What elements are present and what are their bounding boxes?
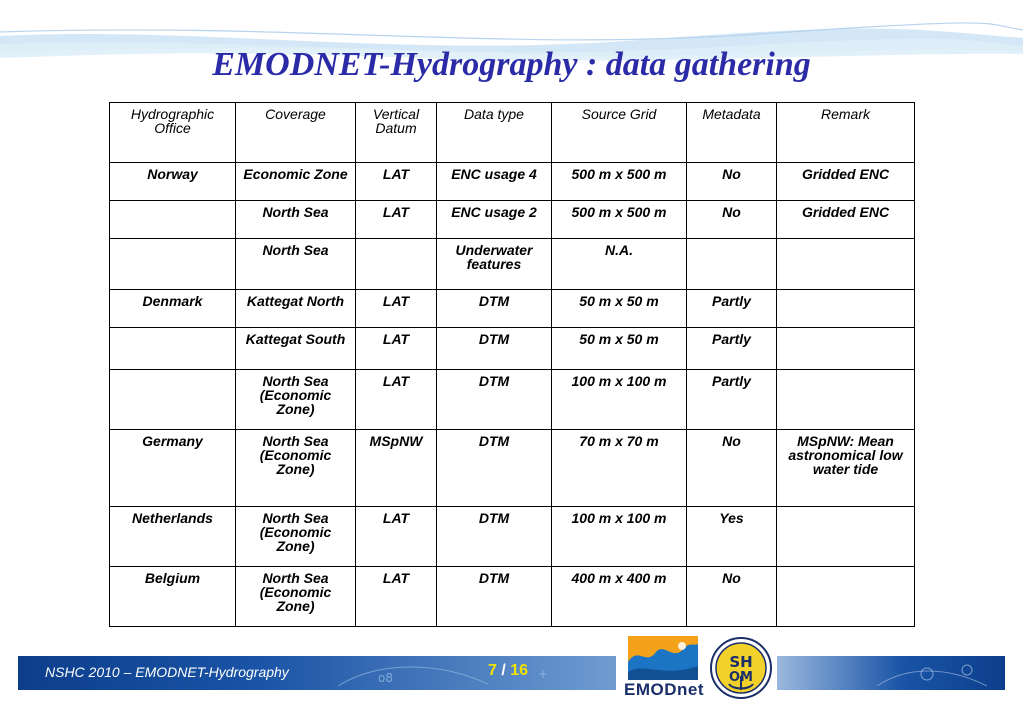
cell-data-type: DTM <box>437 430 552 507</box>
page-current: 7 <box>487 662 497 679</box>
cell-data-type: DTM <box>437 507 552 567</box>
cell-source-grid: 500 m x 500 m <box>552 163 687 201</box>
page-number <box>438 662 578 680</box>
cell-source-grid: 400 m x 400 m <box>552 567 687 627</box>
cell-data-type: DTM <box>437 290 552 328</box>
table-row <box>110 239 915 290</box>
header-source-grid: Source Grid <box>552 103 687 163</box>
table-row <box>110 201 915 239</box>
cell-office: Norway <box>110 163 236 201</box>
cell-coverage: North Sea (Economic Zone) <box>236 507 356 567</box>
page-total: 16 <box>510 662 529 679</box>
page-separator: / <box>501 662 506 679</box>
cell-vertical-datum: LAT <box>356 507 437 567</box>
cell-coverage: Economic Zone <box>236 163 356 201</box>
header-data-type: Data type <box>437 103 552 163</box>
cell-office <box>110 370 236 430</box>
cell-office: Denmark <box>110 290 236 328</box>
svg-text:+: + <box>538 667 549 681</box>
cell-source-grid: N.A. <box>552 239 687 290</box>
header-metadata: Metadata <box>687 103 777 163</box>
cell-data-type: ENC usage 4 <box>437 163 552 201</box>
cell-source-grid: 100 m x 100 m <box>552 370 687 430</box>
emodnet-logo-text: EMODnet <box>624 680 704 699</box>
table-row <box>110 328 915 370</box>
cell-vertical-datum: LAT <box>356 328 437 370</box>
cell-metadata: Partly <box>687 328 777 370</box>
cell-source-grid: 50 m x 50 m <box>552 290 687 328</box>
cell-source-grid: 100 m x 100 m <box>552 507 687 567</box>
cell-metadata <box>687 239 777 290</box>
cell-remark: MSpNW: Mean astronomical low water tide <box>777 430 915 507</box>
table-row <box>110 567 915 627</box>
cell-vertical-datum <box>356 239 437 290</box>
cell-metadata: Partly <box>687 370 777 430</box>
cell-coverage: North Sea <box>236 239 356 290</box>
shom-letters-bottom: OM <box>729 670 753 685</box>
header-coverage: Coverage <box>236 103 356 163</box>
cell-metadata: No <box>687 567 777 627</box>
cell-data-type: DTM <box>437 567 552 627</box>
cell-remark: Gridded ENC <box>777 201 915 239</box>
cell-data-type: ENC usage 2 <box>437 201 552 239</box>
cell-office: Belgium <box>110 567 236 627</box>
cell-data-type: Underwater features <box>437 239 552 290</box>
footer-bar-left <box>18 656 616 690</box>
svg-text:o8: o8 <box>378 671 393 685</box>
cell-metadata: No <box>687 201 777 239</box>
cell-metadata: Partly <box>687 290 777 328</box>
cell-data-type: DTM <box>437 370 552 430</box>
cell-remark <box>777 567 915 627</box>
cell-remark <box>777 370 915 430</box>
table-row <box>110 430 915 507</box>
header-hydrographic-office: Hydrographic Office <box>110 103 236 163</box>
shom-letters-top: SH <box>729 653 753 671</box>
cell-coverage: North Sea (Economic Zone) <box>236 430 356 507</box>
cell-coverage: North Sea (Economic Zone) <box>236 370 356 430</box>
cell-metadata: Yes <box>687 507 777 567</box>
cell-vertical-datum: LAT <box>356 567 437 627</box>
cell-office: Germany <box>110 430 236 507</box>
cell-remark <box>777 290 915 328</box>
cell-coverage: North Sea <box>236 201 356 239</box>
cell-metadata: No <box>687 163 777 201</box>
cell-vertical-datum: MSpNW <box>356 430 437 507</box>
cell-data-type: DTM <box>437 328 552 370</box>
shom-seal-icon <box>709 636 773 700</box>
cell-vertical-datum: LAT <box>356 201 437 239</box>
slide-title: EMODNET-Hydrography : data gathering <box>212 46 811 83</box>
table-header-row <box>110 103 915 163</box>
cell-coverage: Kattegat South <box>236 328 356 370</box>
cell-source-grid: 50 m x 50 m <box>552 328 687 370</box>
cell-remark <box>777 328 915 370</box>
cell-office <box>110 201 236 239</box>
cell-coverage: Kattegat North <box>236 290 356 328</box>
cell-metadata: No <box>687 430 777 507</box>
cell-remark <box>777 239 915 290</box>
table-row <box>110 370 915 430</box>
cell-office <box>110 328 236 370</box>
cell-vertical-datum: LAT <box>356 290 437 328</box>
cell-office: Netherlands <box>110 507 236 567</box>
table-row <box>110 163 915 201</box>
cell-source-grid: 70 m x 70 m <box>552 430 687 507</box>
footer-bar-right <box>777 656 1005 690</box>
cell-remark: Gridded ENC <box>777 163 915 201</box>
header-vertical-datum: Vertical Datum <box>356 103 437 163</box>
data-gathering-table <box>109 102 915 627</box>
header-remark: Remark <box>777 103 915 163</box>
nautical-chart-decoration-icon <box>777 656 1005 690</box>
cell-vertical-datum: LAT <box>356 370 437 430</box>
cell-office <box>110 239 236 290</box>
table-row <box>110 507 915 567</box>
footer-text: NSHC 2010 – EMODNET-Hydrography <box>45 664 289 680</box>
slide-footer <box>0 656 1023 692</box>
cell-source-grid: 500 m x 500 m <box>552 201 687 239</box>
cell-coverage: North Sea (Economic Zone) <box>236 567 356 627</box>
cell-vertical-datum: LAT <box>356 163 437 201</box>
cell-remark <box>777 507 915 567</box>
table-row <box>110 290 915 328</box>
